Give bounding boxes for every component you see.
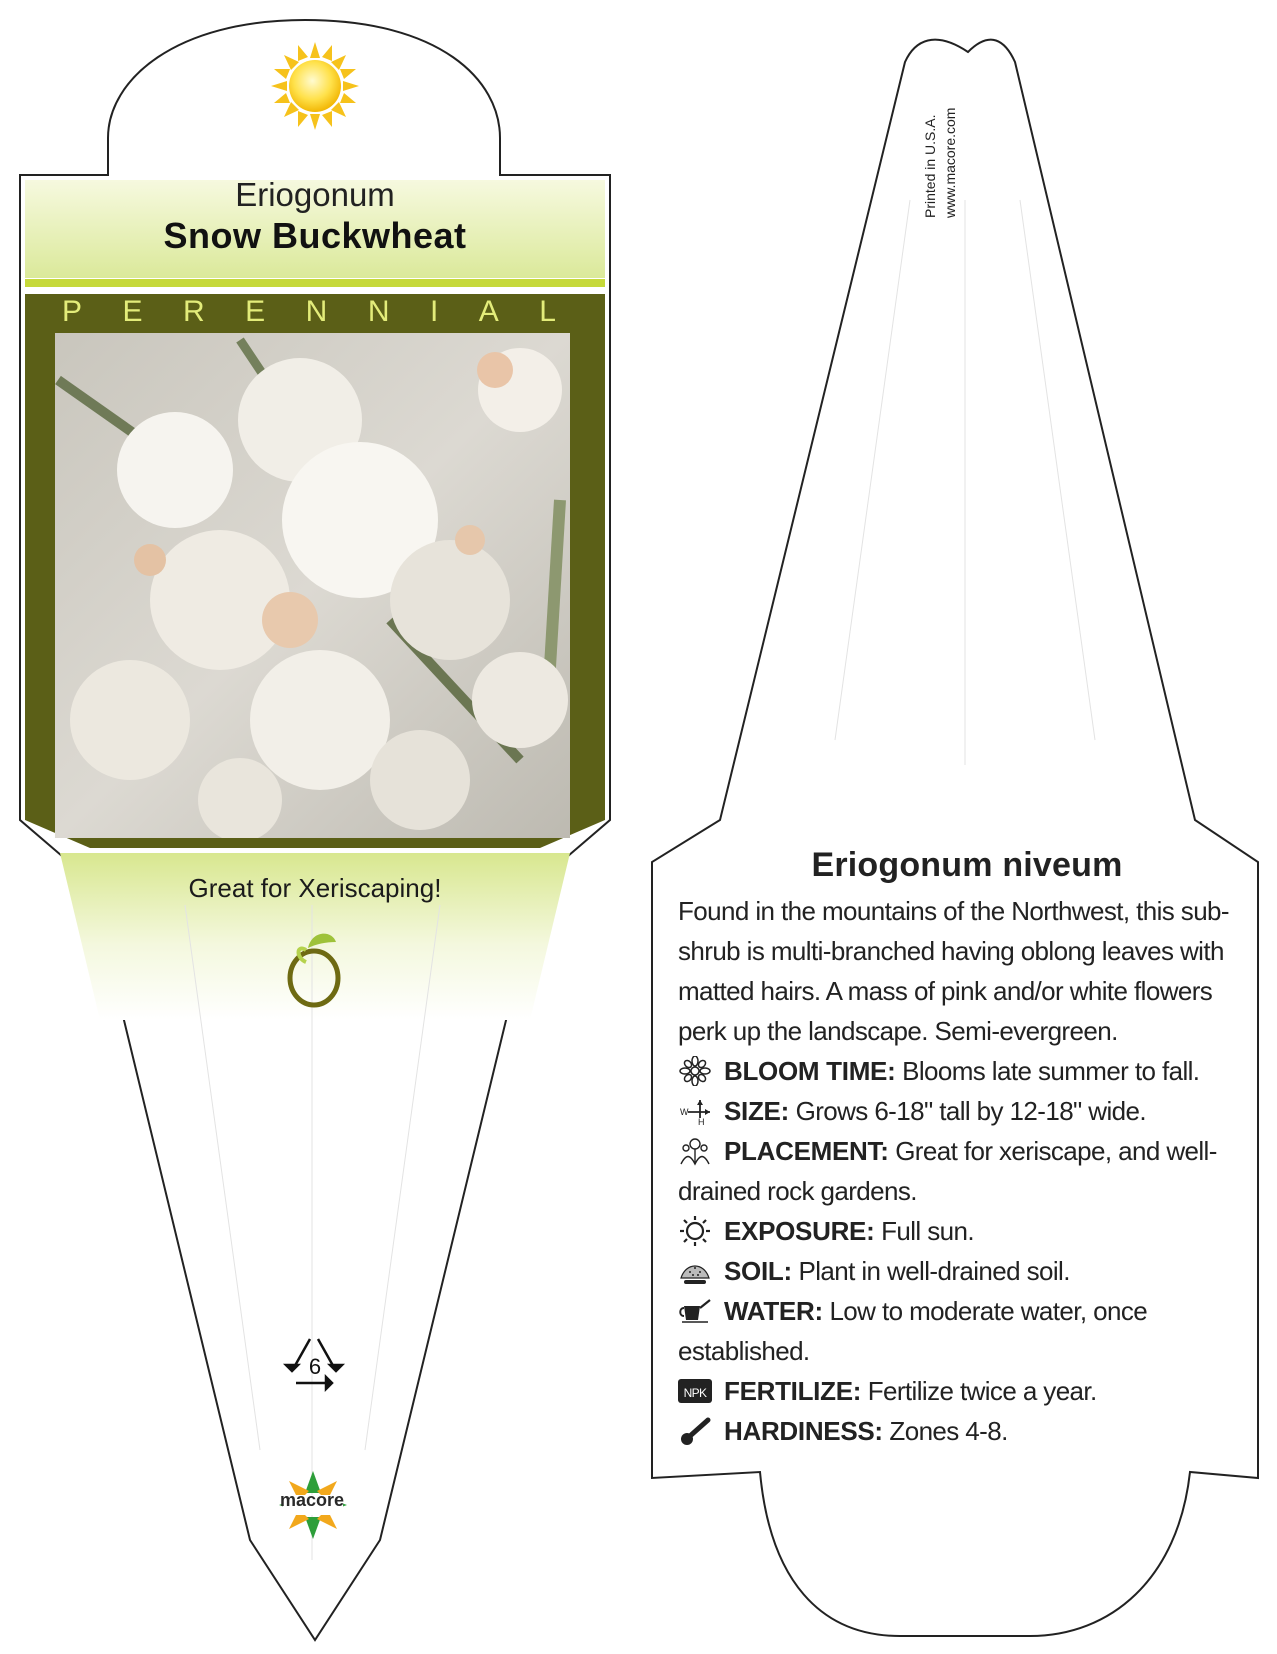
care-label: HARDINESS: [724,1416,883,1446]
care-label: WATER: [724,1296,823,1326]
category-letter: N [367,295,392,328]
back-content [678,846,1256,1451]
npk-icon [678,1376,712,1406]
category-letter: L [539,295,558,328]
placement-icon [678,1136,712,1166]
website: www.macore.com [942,107,958,218]
care-item-exposure [678,1211,1256,1251]
category-letter: N [305,295,330,328]
thermometer-icon [678,1416,712,1446]
brand-name: macore [279,1490,345,1510]
size-h-letter: H [698,1117,704,1126]
size-w-letter: W [680,1107,688,1117]
care-text: Full sun. [881,1216,974,1246]
category-letter: I [429,295,441,328]
size-icon [678,1096,712,1126]
care-item-bloom [678,1051,1256,1091]
common-name: Eriogonum [235,176,395,213]
sun-outline-icon [678,1216,712,1246]
care-label: FERTILIZE: [724,1376,862,1406]
care-text: Fertilize twice a year. [867,1376,1097,1406]
care-text: Plant in well-drained soil. [798,1256,1070,1286]
care-label: BLOOM TIME: [724,1056,896,1086]
sun-icon [271,42,359,130]
care-item-fertilize [678,1371,1256,1411]
flower-icon [678,1056,712,1086]
soil-icon [678,1256,712,1286]
category-letter: E [122,295,145,328]
care-text: Low to moderate water, once established. [678,1296,1148,1366]
tagline: Great for Xeriscaping! [188,873,442,903]
description: Found in the mountains of the Northwest, this sub-shrub is multi-branched having oblong leaves with matted hairs. A mass of pink and/or white flowers perk up the landscape. Semi-evergreen. [678,896,1229,1046]
category-letter: R [183,295,207,328]
recycle-code: 6 [308,1354,322,1379]
care-item-placement [678,1131,1256,1211]
category-label [40,295,580,329]
plant-photo [55,333,570,842]
care-item-soil [678,1251,1256,1291]
care-list [678,1051,1256,1451]
printed-in: Printed in U.S.A. [922,114,938,218]
care-label: SIZE: [724,1096,789,1126]
care-text: Great for xeriscape, and well-drained rock gardens. [678,1136,1217,1206]
care-label: PLACEMENT: [724,1136,889,1166]
botanical-name: Eriogonum niveum [811,846,1123,884]
care-text: Grows 6-18" tall by 12-18" wide. [795,1096,1147,1126]
category-letter: P [62,295,85,328]
print-info [920,108,960,218]
watering-can-icon [678,1296,712,1326]
npk-label: NPK [683,1386,707,1400]
care-text: Zones 4-8. [889,1416,1008,1446]
care-label: EXPOSURE: [724,1216,875,1246]
care-text: Blooms late summer to fall. [902,1056,1200,1086]
care-label: SOIL: [724,1256,792,1286]
category-letter: E [245,295,268,328]
cultivar-name: Snow Buckwheat [163,215,467,256]
care-item-water [678,1291,1256,1371]
care-item-hardiness [678,1411,1256,1451]
care-item-size [678,1091,1256,1131]
category-letter: A [478,295,501,328]
